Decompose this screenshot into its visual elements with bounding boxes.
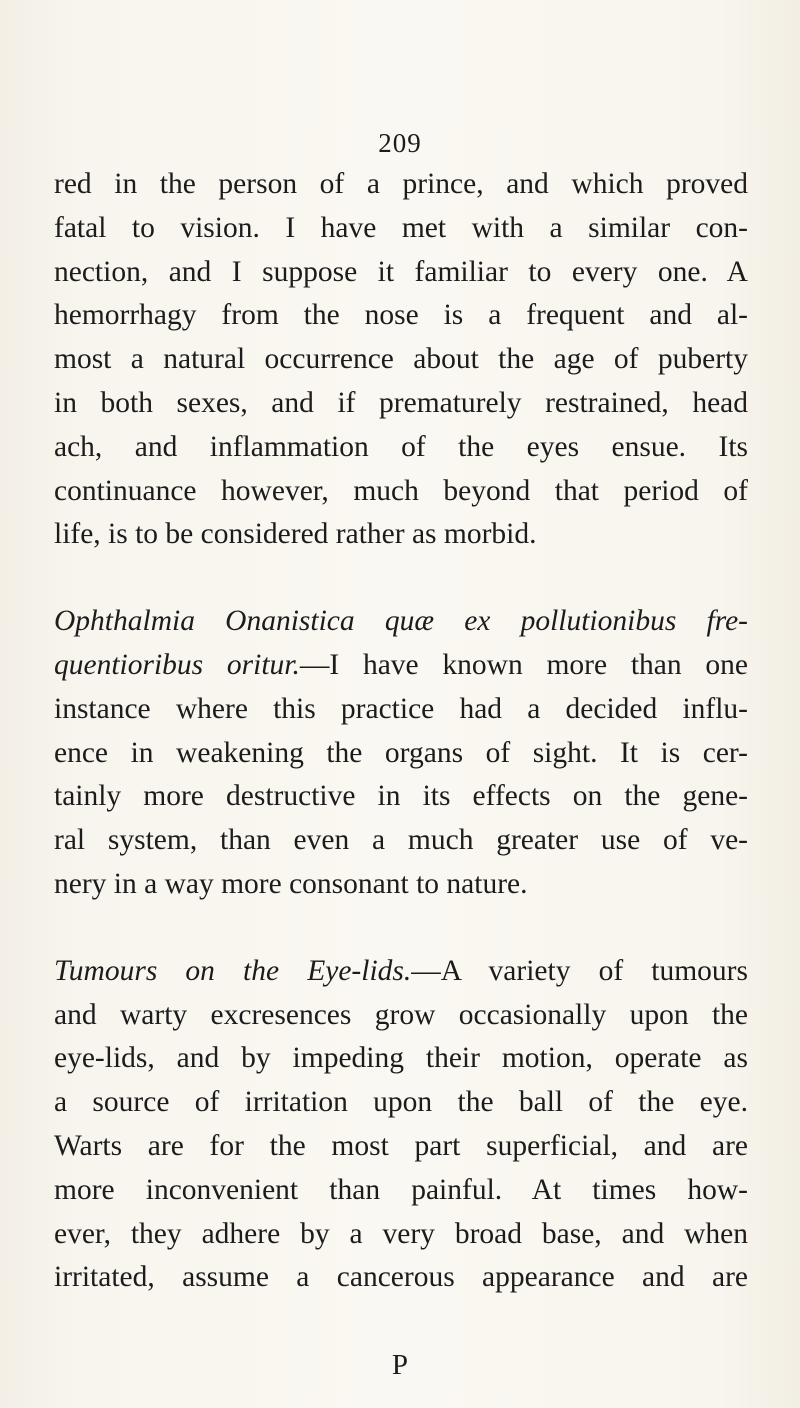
text-line: most a natural occurrence about the age of puberty xyxy=(54,343,748,376)
text-line: instance where this practice had a decided influ- xyxy=(54,692,748,725)
page-number: 209 xyxy=(378,128,422,158)
text-line xyxy=(54,950,748,994)
text-line: red in the person of a prince, and which proved xyxy=(54,168,748,200)
text-line: irritated, assume a cancerous appearance and are xyxy=(54,1261,748,1294)
text-line: ach, and inflammation of the eyes ensue. Its xyxy=(54,430,748,463)
text-line: ral system, than even a much greater use of ve- xyxy=(54,824,748,857)
signature-mark: P xyxy=(391,1349,409,1381)
text-run: —A variety of tumours xyxy=(411,954,748,987)
text-line: nection, and I suppose it familiar to every one. A xyxy=(54,255,748,288)
text-line: more inconvenient than painful. At times how- xyxy=(54,1173,748,1206)
text-line: nery in a way more consonant to nature. xyxy=(54,867,528,900)
text-line xyxy=(54,600,748,644)
text-line: life, is to be considered rather as morbid. xyxy=(54,518,537,551)
text-line xyxy=(54,644,748,688)
section-heading: Tumours on the Eye-lids. xyxy=(54,954,412,987)
text-line: hemorrhagy from the nose is a frequent and al- xyxy=(54,299,748,332)
text-line: ever, they adhere by a very broad base, and when xyxy=(54,1217,748,1250)
text-line: Warts are for the most part superficial, and are xyxy=(54,1129,748,1162)
text-line: fatal to vision. I have met with a similar con- xyxy=(54,211,748,244)
section-heading: Ophthalmia Onanistica quæ ex pollutionibus fre- xyxy=(54,605,748,638)
text-line: eye-lids, and by impeding their motion, operate as xyxy=(54,1042,748,1075)
text-line: a source of irritation upon the ball of the eye. xyxy=(54,1086,748,1119)
body-text xyxy=(54,163,748,1300)
text-line: tainly more destructive in its effects on the gene- xyxy=(54,780,748,813)
text-line: in both sexes, and if prematurely restrained, head xyxy=(54,386,748,419)
text-line: ence in weakening the organs of sight. It is cer- xyxy=(54,736,748,769)
text-line: and warty excresences grow occasionally upon the xyxy=(54,998,748,1031)
text-run: —I have known more than one xyxy=(299,648,749,681)
text-line: continuance however, much beyond that period of xyxy=(54,474,748,507)
section-heading-continued: quentioribus oritur. xyxy=(54,648,300,681)
